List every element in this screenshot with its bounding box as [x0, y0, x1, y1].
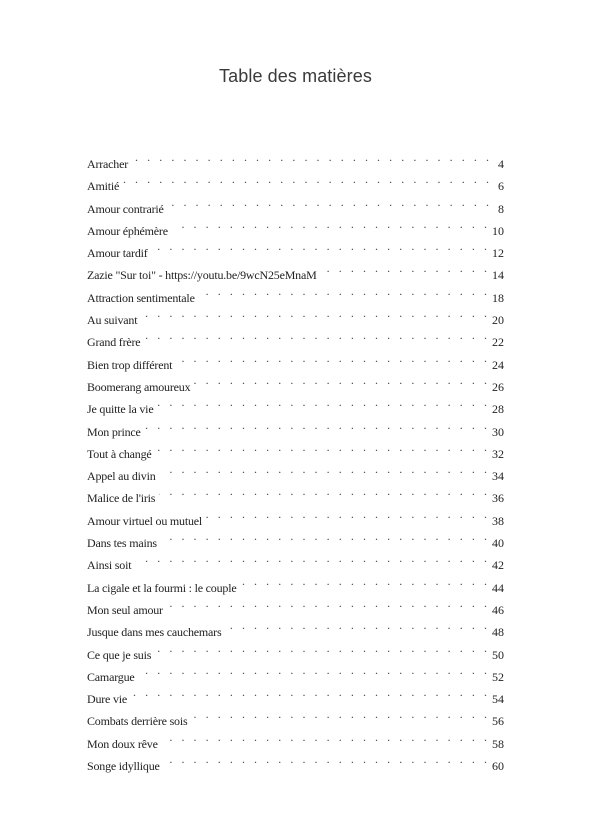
toc-entry-title: Mon doux rêve: [87, 736, 158, 751]
toc-entry-page-number: 54: [492, 692, 504, 707]
toc-entry-page-number: 26: [492, 379, 504, 394]
dot-leader: [162, 726, 490, 748]
toc-entry[interactable]: [87, 414, 504, 439]
toc-entry-title: Amour éphémère: [87, 223, 168, 238]
toc-entry-title: Mon seul amour: [87, 602, 163, 617]
toc-entry-page-number: 28: [492, 402, 504, 417]
toc-entry-page-number: 20: [492, 313, 504, 328]
toc-entry-page-number: 46: [492, 602, 504, 617]
toc-entry[interactable]: [87, 168, 504, 194]
toc-entry[interactable]: [87, 703, 504, 729]
toc-entry-page-number: 30: [492, 424, 504, 439]
toc-entry-page-number: 40: [492, 536, 504, 551]
toc-entry[interactable]: [87, 302, 504, 328]
dot-leader: [176, 347, 490, 369]
dot-leader: [164, 748, 490, 770]
toc-entry[interactable]: [87, 191, 504, 216]
dot-leader: [159, 480, 490, 502]
dot-leader: [157, 391, 490, 413]
toc-entry[interactable]: [87, 659, 504, 684]
toc-entry-title: Attraction sentimentale: [87, 290, 195, 305]
toc-entry-page-number: 10: [492, 223, 504, 238]
toc-entry-title: La cigale et la fourmi : le couple: [87, 580, 237, 595]
dot-leader: [168, 191, 492, 213]
dot-leader: [139, 659, 491, 681]
toc-entry[interactable]: [87, 324, 504, 350]
dot-leader: [167, 592, 490, 614]
dot-leader: [144, 324, 490, 346]
toc-entry-title: Dans tes mains: [87, 536, 157, 551]
dot-leader: [240, 570, 490, 592]
toc-entry-page-number: 6: [498, 179, 504, 194]
toc-entry-page-number: 50: [492, 647, 504, 662]
toc-entry-page-number: 24: [492, 357, 504, 372]
toc-entry-title: Au suivant: [87, 313, 138, 328]
toc-entry-page-number: 8: [498, 201, 504, 216]
dot-leader: [145, 414, 490, 436]
toc-entry[interactable]: [87, 547, 504, 573]
toc-entry-title: Grand frère: [87, 335, 141, 350]
toc-entry[interactable]: [87, 570, 504, 595]
toc-entry-title: Zazie "Sur toi" - https://youtu.be/9wcN25eMnaM: [87, 268, 317, 283]
dot-leader: [152, 235, 490, 257]
toc-entry-title: Malice de l'iris: [87, 491, 156, 506]
toc-entry[interactable]: [87, 347, 504, 372]
dot-leader: [156, 436, 490, 458]
dot-leader: [199, 280, 490, 302]
dot-leader: [191, 703, 490, 725]
toc-entry[interactable]: [87, 436, 504, 461]
toc-entry-title: Appel au divin: [87, 469, 156, 484]
toc-entry-title: Ainsi soit: [87, 558, 132, 573]
dot-leader: [161, 525, 490, 547]
toc-entry-page-number: 22: [492, 335, 504, 350]
dot-leader: [225, 614, 490, 636]
dot-leader: [172, 213, 490, 235]
toc-entry-page-number: 12: [492, 246, 504, 261]
toc-entry-title: Bien trop différent: [87, 357, 173, 372]
toc-entry-page-number: 48: [492, 625, 504, 640]
dot-leader: [206, 503, 490, 525]
dot-leader: [160, 458, 490, 480]
toc-entry-title: Jusque dans mes cauchemars: [87, 625, 222, 640]
toc-entry-title: Combats derrière sois: [87, 714, 188, 729]
toc-entry-title: Je quitte la vie: [87, 402, 154, 417]
toc-entry-title: Amour tardif: [87, 246, 148, 261]
toc-entry-page-number: 52: [492, 669, 504, 684]
dot-leader: [132, 146, 492, 168]
page-title: Table des matières: [219, 66, 372, 86]
toc-entry-title: Amour virtuel ou mutuel: [87, 513, 203, 528]
dot-leader: [131, 681, 490, 703]
toc-entry-title: Amour contrarié: [87, 201, 164, 216]
toc-entry-title: Songe idyllique: [87, 759, 160, 774]
toc-entry-page-number: 44: [492, 580, 504, 595]
toc-entry-title: Dure vie: [87, 692, 128, 707]
toc-entry[interactable]: [87, 681, 504, 707]
toc-entry-page-number: 60: [492, 759, 504, 774]
toc-entry-title: Tout à changé: [87, 446, 152, 461]
toc-entry-page-number: 58: [492, 736, 504, 751]
toc-entry[interactable]: [87, 257, 504, 283]
dot-leader: [194, 369, 490, 391]
toc-entry-page-number: 38: [492, 513, 504, 528]
dot-leader: [135, 547, 490, 569]
toc-entry-page-number: 18: [492, 290, 504, 305]
dot-leader: [155, 637, 490, 659]
toc-entry-page-number: 42: [492, 558, 504, 573]
toc-entry-page-number: 36: [492, 491, 504, 506]
dot-leader: [141, 302, 490, 324]
toc-entry-page-number: 56: [492, 714, 504, 729]
toc-entry-page-number: 32: [492, 446, 504, 461]
toc-entry-title: Arracher: [87, 157, 129, 171]
dot-leader: [321, 257, 490, 279]
toc-entry-page-number: 34: [492, 469, 504, 484]
toc-entry-title: Boomerang amoureux: [87, 379, 191, 394]
toc-entry-page-number: 4: [498, 157, 504, 171]
toc-entry[interactable]: [87, 146, 504, 171]
table-of-contents: [87, 146, 504, 774]
toc-entry-title: Mon prince: [87, 424, 141, 439]
toc-entry-title: Ce que je suis: [87, 647, 152, 662]
toc-entry-page-number: 14: [492, 268, 504, 283]
dot-leader: [123, 168, 492, 190]
toc-entry-title: Camargue: [87, 669, 135, 684]
toc-entry-title: Amitié: [87, 179, 120, 194]
